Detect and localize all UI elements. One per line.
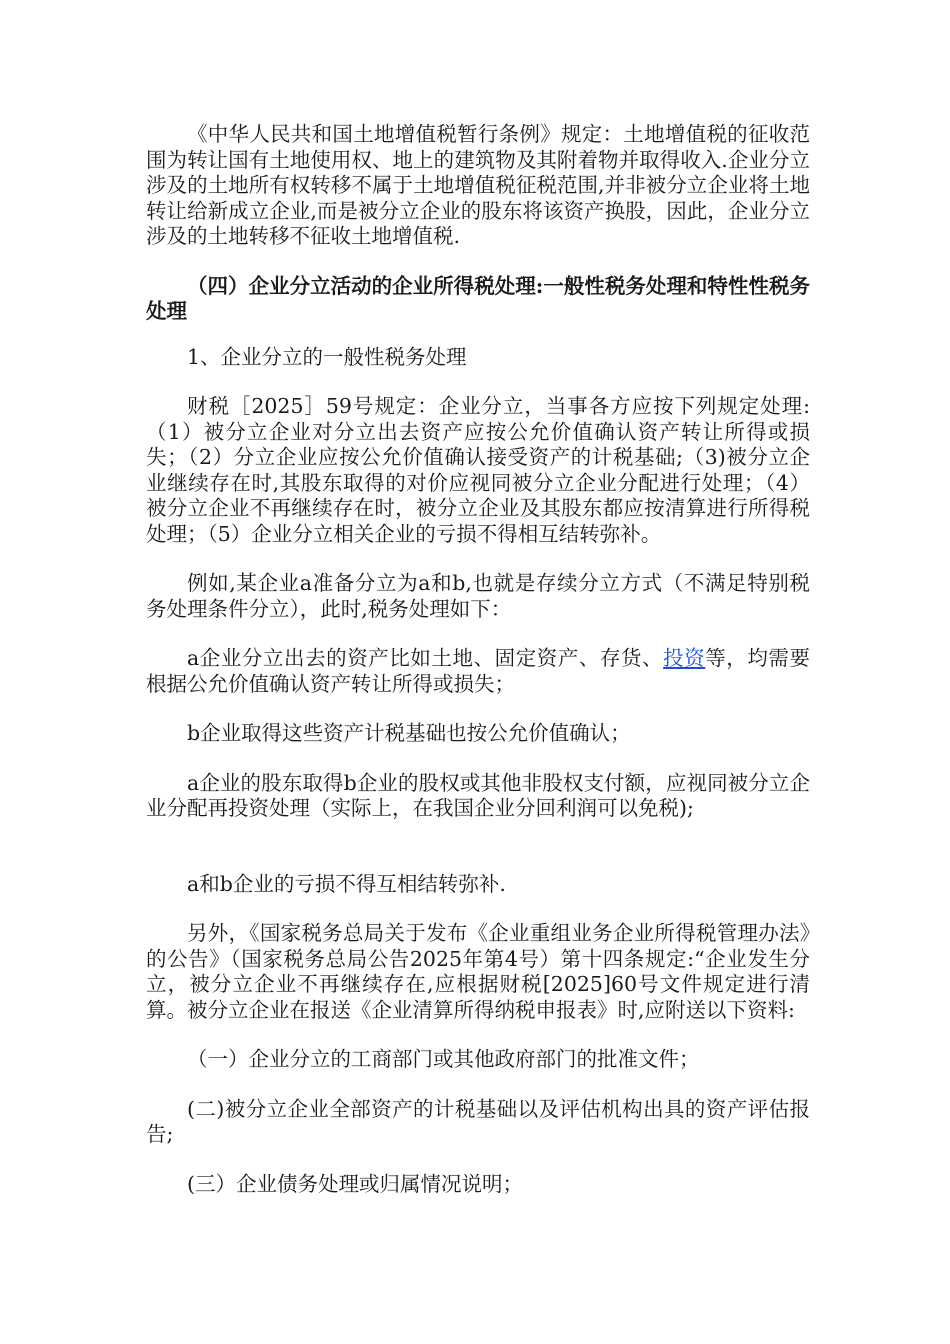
assets-text-before: a企业分立出去的资产比如土地、固定资产、存货、: [187, 646, 664, 670]
paragraph-announcement: 另外，《国家税务总局关于发布《企业重组业务企业所得税管理办法》的公告》（国家税务总局公告2025年第4号）第十四条规定:“企业发生分立，被分立企业不再继续存在,应根据财税[2025]60号文件规定进行清算。被分立企业在报送《企业清算所得纳税申报表》时,应附送以下资料:: [146, 921, 810, 1022]
paragraph-assets-transfer: [146, 646, 810, 697]
paragraph-shareholders: a企业的股东取得b企业的股权或其他非股权支付额，应视同被分立企业分配再投资处理（实际上，在我国企业分回利润可以免税);: [146, 770, 810, 820]
paragraph-losses: a和b企业的亏损不得互相结转弥补.: [187, 871, 506, 896]
list-item-approval-docs: （一）企业分立的工商部门或其他政府部门的批准文件；: [187, 1047, 700, 1071]
list-item-debt-handling: (三）企业债务处理或归属情况说明；: [187, 1171, 523, 1196]
assets-text-after: 等，均需要根据公允价值确认资产转让所得或损失；: [146, 646, 810, 696]
section-heading: （四）企业分立活动的企业所得税处理:一般性税务处理和特性性税务处理: [146, 273, 810, 323]
document-page: [146, 122, 810, 1221]
paragraph-caishui-59: 财税［2025］59号规定：企业分立，当事各方应按下列规定处理:（1）被分立企业对分立出去资产应按公允价值确认资产转让所得或损失；（2）分立企业应按公允价值确认接受资产的计税基础;（3)被分立企业继续存在时,其股东取得的对价应视同被分立企业分配进行处理；（4）被分立企业不再继续存在时，被分立企业及其股东都应按清算进行所得税处理；（5）企业分立相关企业的亏损不得相互结转弥补。: [146, 394, 810, 546]
paragraph-b-tax-basis: b企业取得这些资产计税基础也按公允价值确认；: [187, 721, 631, 745]
list-item-tax-basis-report: (二)被分立企业全部资产的计税基础以及评估机构出具的资产评估报告;: [146, 1096, 810, 1146]
investment-link[interactable]: 投资: [663, 646, 706, 670]
subheading-general-treatment: 1、企业分立的一般性税务处理: [187, 344, 467, 369]
paragraph-land-tax: 《中华人民共和国土地增值税暂行条例》规定：土地增值税的征收范围为转让国有土地使用权、地上的建筑物及其附着物并取得收入.企业分立涉及的土地所有权转移不属于土地增值税征税范围,并非被分立企业将土地转让给新成立企业,而是被分立企业的股东将该资产换股，因此，企业分立涉及的土地转移不征收土地增值税.: [146, 122, 810, 248]
paragraph-example: 例如,某企业a准备分立为a和b,也就是存续分立方式（不满足特别税务处理条件分立），此时,税务处理如下：: [146, 571, 810, 621]
